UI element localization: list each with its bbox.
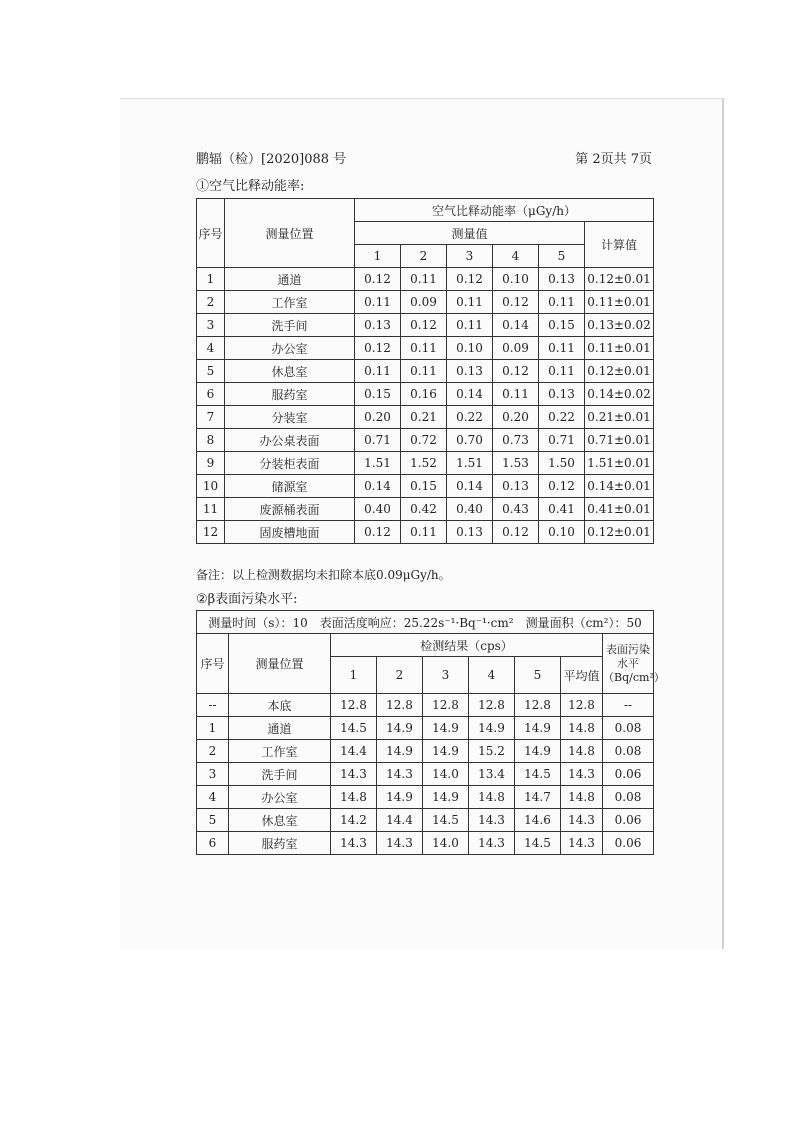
document-number: 鹏辐（检）[2020]088 号: [196, 152, 347, 167]
row-level: 0.08: [603, 740, 654, 763]
row-value: 12.8: [515, 694, 561, 717]
table-row: [197, 429, 654, 452]
table-row: [197, 360, 654, 383]
row-value: 0.11: [401, 337, 447, 360]
row-value: 1.52: [401, 452, 447, 475]
surface-contamination-table: [196, 610, 665, 855]
row-value: 0.70: [447, 429, 493, 452]
row-value: 1.53: [493, 452, 539, 475]
row-seq: 7: [197, 406, 225, 429]
row-value: 14.9: [515, 717, 561, 740]
row-value: 12.8: [423, 694, 469, 717]
row-value: 14.8: [561, 717, 603, 740]
row-value: 0.14: [355, 475, 401, 498]
row-seq: 4: [197, 337, 225, 360]
row-value: 0.11: [539, 360, 585, 383]
row-value: 12.8: [469, 694, 515, 717]
row-value: 14.8: [561, 786, 603, 809]
sub-col-5: 5: [515, 657, 561, 694]
row-location: 办公室: [225, 337, 355, 360]
row-value: 14.9: [423, 786, 469, 809]
row-calc: 0.11±0.01: [585, 291, 654, 314]
sub-col-6: 平均值: [561, 657, 603, 694]
row-value: 0.09: [493, 337, 539, 360]
row-value: 1.51: [355, 452, 401, 475]
row-value: 1.51: [447, 452, 493, 475]
row-location: 储源室: [225, 475, 355, 498]
row-value: 14.3: [377, 832, 423, 855]
row-value: 0.21: [401, 406, 447, 429]
row-seq: 6: [197, 832, 229, 855]
row-seq: 2: [197, 740, 229, 763]
row-seq: 3: [197, 763, 229, 786]
row-location: 办公室: [229, 786, 331, 809]
row-value: 0.11: [401, 360, 447, 383]
row-location: 休息室: [225, 360, 355, 383]
row-value: 0.12: [539, 475, 585, 498]
row-value: 0.10: [493, 268, 539, 291]
row-value: 1.50: [539, 452, 585, 475]
row-value: 0.15: [355, 383, 401, 406]
row-value: 14.3: [561, 832, 603, 855]
row-value: 0.14: [447, 475, 493, 498]
row-value: 0.14: [447, 383, 493, 406]
row-value: 0.13: [539, 268, 585, 291]
row-value: 0.12: [493, 291, 539, 314]
row-calc: 0.71±0.01: [585, 429, 654, 452]
row-value: 14.7: [515, 786, 561, 809]
row-value: 0.12: [355, 268, 401, 291]
row-value: 15.2: [469, 740, 515, 763]
sub-col-3: 3: [447, 245, 493, 268]
row-value: 0.10: [447, 337, 493, 360]
row-location: 休息室: [229, 809, 331, 832]
table-row: [197, 291, 654, 314]
row-value: 14.6: [515, 809, 561, 832]
row-value: 14.3: [469, 832, 515, 855]
row-location: 工作室: [225, 291, 355, 314]
row-calc: 0.14±0.02: [585, 383, 654, 406]
row-calc: 0.12±0.01: [585, 360, 654, 383]
row-value: 14.0: [423, 832, 469, 855]
row-value: 0.42: [401, 498, 447, 521]
table-row: [197, 406, 654, 429]
row-value: 0.13: [539, 383, 585, 406]
row-value: 0.13: [447, 360, 493, 383]
row-level: 0.06: [603, 832, 654, 855]
row-value: 0.11: [539, 291, 585, 314]
row-value: 0.16: [401, 383, 447, 406]
row-value: 14.9: [423, 740, 469, 763]
row-seq: 6: [197, 383, 225, 406]
row-value: 13.4: [469, 763, 515, 786]
row-value: 0.40: [355, 498, 401, 521]
row-seq: 8: [197, 429, 225, 452]
sub-col-3: 3: [423, 657, 469, 694]
row-value: 14.3: [469, 809, 515, 832]
row-location: 洗手间: [229, 763, 331, 786]
sub-col-2: 2: [377, 657, 423, 694]
row-seq: 12: [197, 521, 225, 544]
row-value: 0.10: [539, 521, 585, 544]
row-value: 14.9: [377, 786, 423, 809]
row-value: 0.71: [539, 429, 585, 452]
sub-col-5: 5: [539, 245, 585, 268]
col-seq: 序号: [197, 634, 229, 694]
sub-col-1: 1: [355, 245, 401, 268]
row-seq: 9: [197, 452, 225, 475]
row-value: 14.2: [331, 809, 377, 832]
row-value: 14.9: [469, 717, 515, 740]
row-value: 14.4: [331, 740, 377, 763]
row-level: 0.06: [603, 809, 654, 832]
row-location: 服药室: [229, 832, 331, 855]
row-seq: 10: [197, 475, 225, 498]
row-location: 废源桶表面: [225, 498, 355, 521]
row-value: 0.11: [401, 268, 447, 291]
col-group: 检测结果（cps）: [331, 634, 603, 657]
row-calc: 0.12±0.01: [585, 521, 654, 544]
row-level: 0.08: [603, 786, 654, 809]
row-value: 0.11: [539, 337, 585, 360]
row-location: 通道: [225, 268, 355, 291]
table-row: [197, 763, 654, 786]
row-location: 办公桌表面: [225, 429, 355, 452]
row-value: 0.41: [539, 498, 585, 521]
row-location: 服药室: [225, 383, 355, 406]
row-value: 14.4: [377, 809, 423, 832]
row-value: 14.8: [561, 740, 603, 763]
row-value: 0.20: [493, 406, 539, 429]
sub-col-4: 4: [493, 245, 539, 268]
table-note: 备注：以上检测数据均未扣除本底0.09μGy/h。: [196, 568, 451, 582]
sub-col-2: 2: [401, 245, 447, 268]
sub-col-4: 4: [469, 657, 515, 694]
row-value: 0.11: [447, 314, 493, 337]
measurement-params: 测量时间（s）：10 表面活度响应：25.22s⁻¹·Bq⁻¹·cm² 测量面积（cm²）：50: [197, 611, 654, 634]
row-value: 0.13: [493, 475, 539, 498]
row-calc: 0.41±0.01: [585, 498, 654, 521]
air-kerma-table: [196, 198, 654, 544]
row-seq: 11: [197, 498, 225, 521]
row-location: 分装室: [225, 406, 355, 429]
table-row: [197, 337, 654, 360]
table-row: [197, 786, 654, 809]
row-value: 0.09: [401, 291, 447, 314]
row-location: 洗手间: [225, 314, 355, 337]
row-value: 14.9: [377, 740, 423, 763]
row-value: 14.3: [331, 763, 377, 786]
row-location: 工作室: [229, 740, 331, 763]
table-row: [197, 498, 654, 521]
row-value: 0.11: [493, 383, 539, 406]
row-value: 14.8: [331, 786, 377, 809]
row-value: 14.3: [561, 763, 603, 786]
col-level: 表面污染水平（Bq/cm²）: [603, 634, 654, 694]
table-row: [197, 717, 654, 740]
col-location: 测量位置: [229, 634, 331, 694]
row-value: 0.15: [539, 314, 585, 337]
row-value: 14.3: [331, 832, 377, 855]
row-value: 0.11: [355, 360, 401, 383]
row-value: 0.12: [355, 337, 401, 360]
row-value: 0.73: [493, 429, 539, 452]
row-calc: 0.11±0.01: [585, 337, 654, 360]
row-value: 14.5: [331, 717, 377, 740]
row-location: 通道: [229, 717, 331, 740]
row-value: 0.11: [355, 291, 401, 314]
col-measured: 测量值: [355, 222, 585, 245]
row-value: 0.40: [447, 498, 493, 521]
row-value: 0.13: [447, 521, 493, 544]
row-location: 固废槽地面: [225, 521, 355, 544]
col-location: 测量位置: [225, 199, 355, 268]
row-level: 0.08: [603, 717, 654, 740]
row-value: 0.12: [401, 314, 447, 337]
row-value: 14.5: [515, 763, 561, 786]
row-value: 0.12: [447, 268, 493, 291]
row-level: 0.06: [603, 763, 654, 786]
row-value: 0.12: [493, 521, 539, 544]
table-row: [197, 452, 654, 475]
row-location: 本底: [229, 694, 331, 717]
table-row: [197, 383, 654, 406]
row-seq: 2: [197, 291, 225, 314]
row-value: 0.22: [539, 406, 585, 429]
row-value: 14.9: [423, 717, 469, 740]
row-value: 12.8: [561, 694, 603, 717]
row-value: 0.12: [493, 360, 539, 383]
row-value: 0.11: [401, 521, 447, 544]
row-value: 14.0: [423, 763, 469, 786]
row-value: 0.14: [493, 314, 539, 337]
row-value: 14.5: [515, 832, 561, 855]
row-location: 分装柜表面: [225, 452, 355, 475]
row-value: 12.8: [377, 694, 423, 717]
row-value: 0.22: [447, 406, 493, 429]
col-calc: 计算值: [585, 222, 654, 268]
row-calc: 0.21±0.01: [585, 406, 654, 429]
table-row: [197, 268, 654, 291]
section2-title: ②β表面污染水平:: [196, 592, 298, 607]
row-value: 0.15: [401, 475, 447, 498]
col-group: 空气比释动能率（μGy/h）: [355, 199, 654, 222]
row-calc: 0.13±0.02: [585, 314, 654, 337]
sub-col-1: 1: [331, 657, 377, 694]
row-value: 0.13: [355, 314, 401, 337]
table-row: [197, 832, 654, 855]
row-value: 0.12: [355, 521, 401, 544]
row-seq: 5: [197, 809, 229, 832]
row-value: 14.9: [515, 740, 561, 763]
row-value: 14.3: [561, 809, 603, 832]
table-row: [197, 694, 654, 717]
table-row: [197, 475, 654, 498]
row-level: --: [603, 694, 654, 717]
row-value: 0.20: [355, 406, 401, 429]
row-calc: 1.51±0.01: [585, 452, 654, 475]
row-calc: 0.12±0.01: [585, 268, 654, 291]
row-value: 14.8: [469, 786, 515, 809]
page-indicator: 第 2页共 7页: [575, 152, 652, 167]
table-row: [197, 740, 654, 763]
table-row: [197, 809, 654, 832]
row-value: 0.11: [447, 291, 493, 314]
row-seq: 1: [197, 268, 225, 291]
row-seq: 5: [197, 360, 225, 383]
row-value: 12.8: [331, 694, 377, 717]
section1-title: ①空气比释动能率:: [196, 179, 305, 194]
row-value: 0.72: [401, 429, 447, 452]
row-value: 14.3: [377, 763, 423, 786]
row-seq: 4: [197, 786, 229, 809]
row-value: 0.71: [355, 429, 401, 452]
row-value: 0.43: [493, 498, 539, 521]
table-row: [197, 521, 654, 544]
row-value: 14.9: [377, 717, 423, 740]
row-seq: --: [197, 694, 229, 717]
row-calc: 0.14±0.01: [585, 475, 654, 498]
table-row: [197, 314, 654, 337]
col-seq: 序号: [197, 199, 225, 268]
row-seq: 1: [197, 717, 229, 740]
row-seq: 3: [197, 314, 225, 337]
row-value: 14.5: [423, 809, 469, 832]
